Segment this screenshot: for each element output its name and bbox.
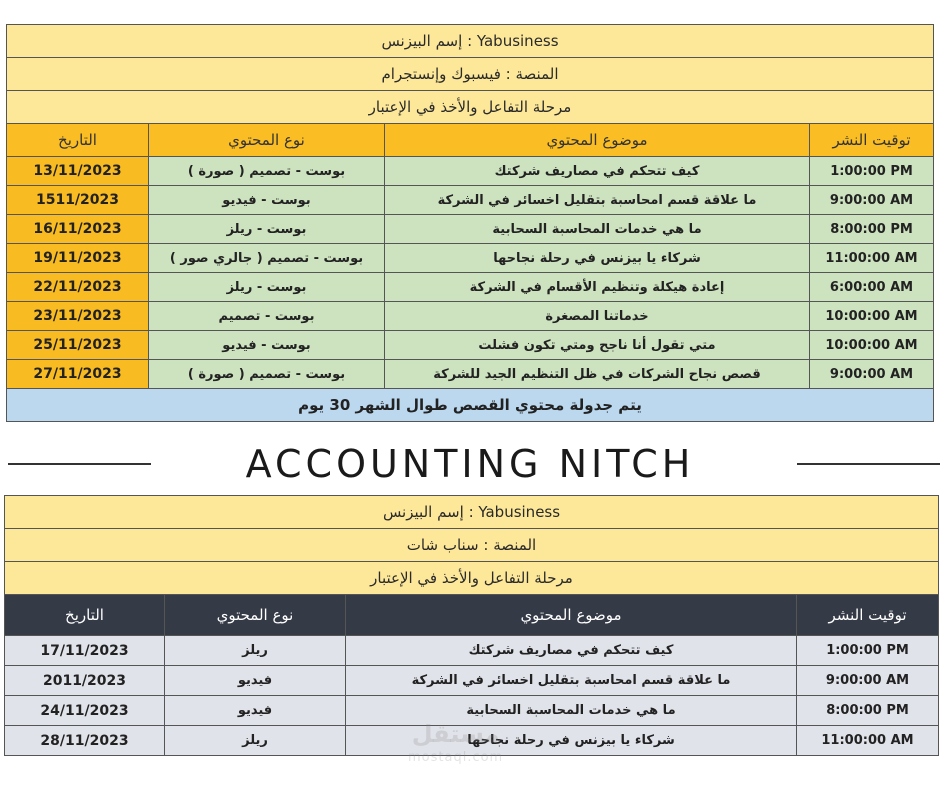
header-type: نوع المحتوي [165, 595, 346, 636]
content-topic-cell: كيف تتحكم في مصاريف شركتك [385, 157, 810, 186]
content-type-cell: فيديو [165, 696, 346, 726]
funnel-stage: مرحلة التفاعل والأخذ في الإعتبار [5, 562, 939, 595]
content-type-cell: ريلز [165, 726, 346, 756]
header-topic: موضوع المحتوي [346, 595, 797, 636]
table-row [7, 186, 934, 215]
table-row [7, 215, 934, 244]
content-type-cell: ريلز [165, 636, 346, 666]
header-topic: موضوع المحتوي [385, 124, 810, 157]
content-type-cell: بوست - تصميم [149, 302, 385, 331]
content-type-cell: بوست - فيديو [149, 331, 385, 360]
publish-time-cell: 9:00:00 AM [810, 360, 934, 389]
content-type-cell: فيديو [165, 666, 346, 696]
content-topic-cell: ما علاقة قسم امحاسبة بتقليل اخسائر في الشركة [346, 666, 797, 696]
publish-time-cell: 1:00:00 PM [797, 636, 939, 666]
publish-time-cell: 8:00:00 PM [797, 696, 939, 726]
content-topic-cell: متي تقول أنا ناجح ومتي تكون فشلت [385, 331, 810, 360]
header-date: التاريخ [7, 124, 149, 157]
content-topic-cell: خدماتنا المصغرة [385, 302, 810, 331]
content-topic-cell: ما هي خدمات المحاسبة السحابية [346, 696, 797, 726]
date-cell: 16/11/2023 [7, 215, 149, 244]
date-cell: 25/11/2023 [7, 331, 149, 360]
business-name: إسم البيزنس : Yabusiness [5, 496, 939, 529]
date-cell: 24/11/2023 [5, 696, 165, 726]
content-topic-cell: شركاء يا بيزنس في رحلة نجاحها [346, 726, 797, 756]
date-cell: 23/11/2023 [7, 302, 149, 331]
publish-time-cell: 1:00:00 PM [810, 157, 934, 186]
watermark [408, 722, 503, 770]
funnel-stage: مرحلة التفاعل والأخذ في الإعتبار [7, 91, 934, 124]
publish-time-cell: 11:00:00 AM [810, 244, 934, 273]
table-row [7, 157, 934, 186]
publish-time-cell: 10:00:00 AM [810, 302, 934, 331]
header-date: التاريخ [5, 595, 165, 636]
date-cell: 28/11/2023 [5, 726, 165, 756]
publish-time-cell: 9:00:00 AM [797, 666, 939, 696]
divider-left [8, 463, 151, 465]
publish-time-cell: 11:00:00 AM [797, 726, 939, 756]
date-cell: 22/11/2023 [7, 273, 149, 302]
watermark-arabic: مستقل [411, 720, 500, 748]
header-time: توقيت النشر [810, 124, 934, 157]
content-topic-cell: ما علاقة قسم امحاسبة بتقليل اخسائر في الشركة [385, 186, 810, 215]
publish-time-cell: 6:00:00 AM [810, 273, 934, 302]
content-type-cell: بوست - تصميم ( جالري صور ) [149, 244, 385, 273]
date-cell: 19/11/2023 [7, 244, 149, 273]
platform-name: المنصة : سناب شات [5, 529, 939, 562]
content-topic-cell: كيف تتحكم في مصاريف شركتك [346, 636, 797, 666]
content-topic-cell: ما هي خدمات المحاسبة السحابية [385, 215, 810, 244]
brand-title-bar [0, 440, 940, 492]
table-row [7, 302, 934, 331]
date-cell: 13/11/2023 [7, 157, 149, 186]
content-topic-cell: شركاء يا بيزنس في رحلة نجاحها [385, 244, 810, 273]
divider-right [797, 463, 940, 465]
brand-title: ACCOUNTING NITCH [245, 442, 695, 486]
content-topic-cell: إعادة هيكلة وتنظيم الأقسام في الشركة [385, 273, 810, 302]
content-type-cell: بوست - تصميم ( صورة ) [149, 157, 385, 186]
stories-note: يتم جدولة محتوي القصص طوال الشهر 30 يوم [7, 389, 934, 422]
header-time: توقيت النشر [797, 595, 939, 636]
platform-name: المنصة : فيسبوك وإنستجرام [7, 58, 934, 91]
content-topic-cell: قصص نجاح الشركات في ظل التنظيم الجيد للشركة [385, 360, 810, 389]
schedule-table-facebook-instagram [6, 24, 934, 422]
date-cell: 27/11/2023 [7, 360, 149, 389]
content-type-cell: بوست - تصميم ( صورة ) [149, 360, 385, 389]
date-cell: 17/11/2023 [5, 636, 165, 666]
schedule-table-snapchat [4, 495, 939, 756]
table-row [7, 360, 934, 389]
publish-time-cell: 8:00:00 PM [810, 215, 934, 244]
table-row [7, 244, 934, 273]
business-name: إسم البيزنس : Yabusiness [7, 25, 934, 58]
publish-time-cell: 9:00:00 AM [810, 186, 934, 215]
table-row [7, 331, 934, 360]
date-cell: 1511/2023 [7, 186, 149, 215]
watermark-latin: mostaql.com [408, 750, 504, 765]
table-row [7, 273, 934, 302]
table-row [5, 666, 939, 696]
publish-time-cell: 10:00:00 AM [810, 331, 934, 360]
table-row [5, 636, 939, 666]
content-type-cell: بوست - ريلز [149, 273, 385, 302]
header-type: نوع المحتوي [149, 124, 385, 157]
date-cell: 2011/2023 [5, 666, 165, 696]
content-type-cell: بوست - فيديو [149, 186, 385, 215]
content-type-cell: بوست - ريلز [149, 215, 385, 244]
